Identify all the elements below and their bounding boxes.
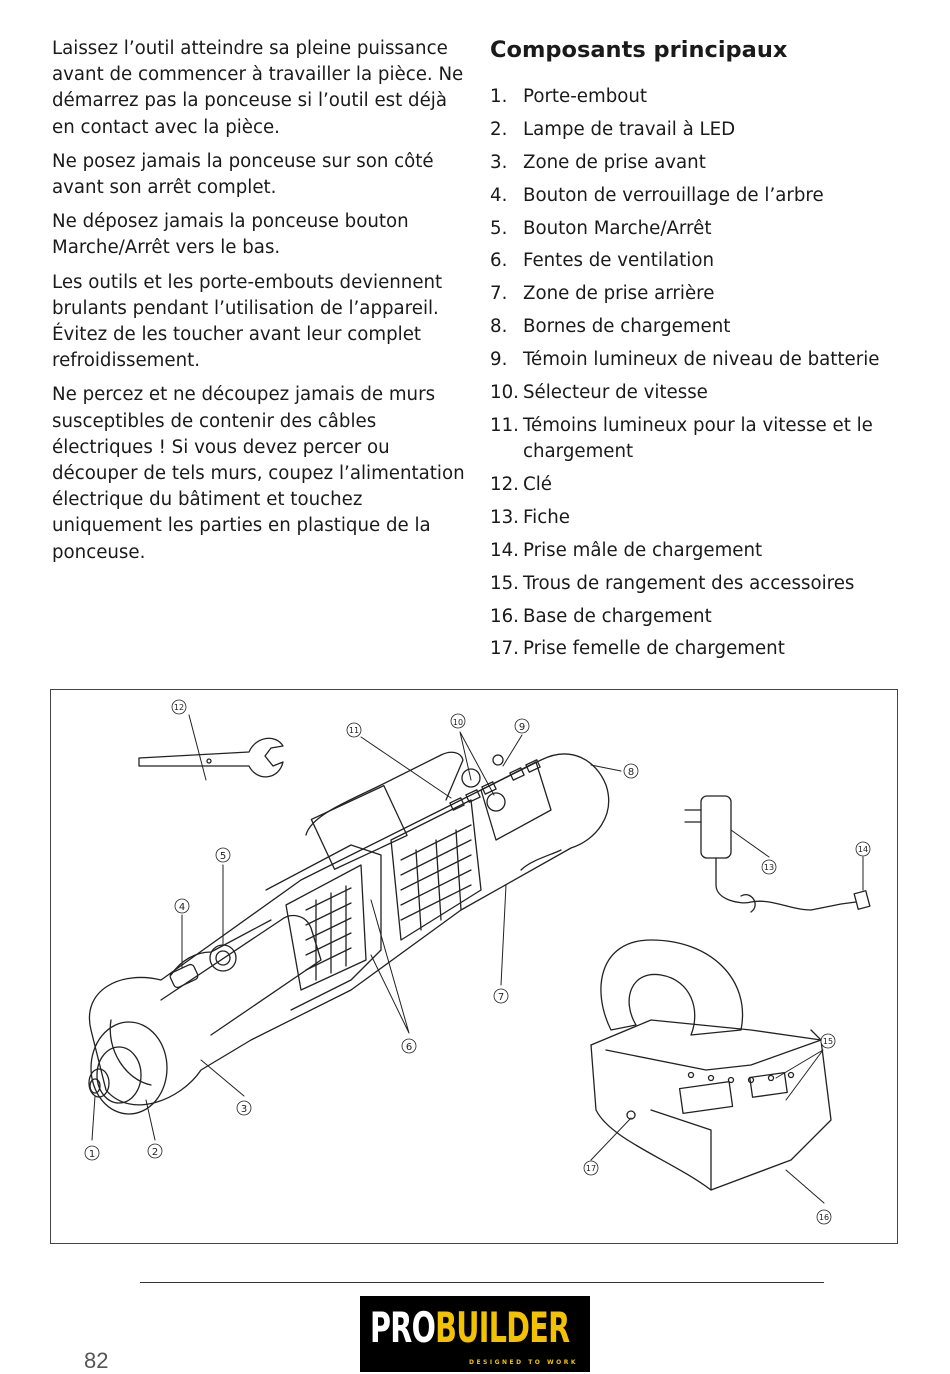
list-item (490, 183, 910, 209)
item-number: 9. (490, 349, 508, 371)
list-item (490, 380, 910, 406)
item-number: 12. (490, 474, 519, 495)
page-number: 82 (84, 1348, 109, 1373)
list-item (490, 636, 910, 662)
item-label: Bouton de verrouillage de l’arbre (523, 184, 824, 206)
item-label: Fentes de ventilation (523, 250, 714, 272)
item-number: 3. (490, 151, 508, 173)
callout-5 (216, 848, 230, 862)
svg-text:4: 4 (178, 902, 186, 913)
item-number: 5. (490, 217, 508, 239)
components-heading: Composants principaux (490, 37, 788, 63)
item-number: 10. (490, 382, 519, 404)
list-item (490, 538, 910, 564)
item-label: Bornes de chargement (523, 316, 731, 338)
svg-text:12: 12 (173, 703, 185, 712)
callout-leaders (92, 715, 863, 1203)
callout-6 (402, 1039, 416, 1053)
list-item (490, 505, 910, 531)
svg-text:6: 6 (405, 1042, 413, 1053)
item-number: 8. (490, 316, 508, 338)
charger-plug-illustration (685, 796, 870, 912)
safety-text-column (52, 36, 472, 574)
rotary-tool-illustration (89, 752, 609, 1114)
callout-4 (175, 899, 189, 913)
svg-text:3: 3 (240, 1104, 248, 1115)
probuilder-logo (360, 1296, 590, 1372)
list-item (490, 413, 910, 465)
list-item (490, 347, 910, 373)
svg-text:7: 7 (497, 992, 505, 1003)
callout-8 (624, 764, 638, 778)
safety-paragraph: Ne percez et ne découpez jamais de murs susceptibles de contenir des câbles électriques ! Si vous devez percer ou découper de tels murs, coupez l’alimentation électrique du bâtiment et touchez uniquement les parties en plastique de la ponceuse. (52, 384, 465, 563)
logo-wordmark (370, 1302, 569, 1354)
item-number: 7. (490, 283, 508, 305)
item-label: Clé (523, 474, 552, 495)
item-label: Base de chargement (523, 605, 712, 627)
item-number: 11. (490, 414, 519, 436)
callout-7 (494, 989, 508, 1003)
list-item (490, 571, 910, 597)
svg-text:13: 13 (763, 863, 775, 872)
svg-text:8: 8 (627, 767, 635, 778)
safety-paragraph: Ne posez jamais la ponceuse sur son côté avant son arrêt complet. (52, 150, 434, 199)
item-label: Sélecteur de vitesse (523, 382, 708, 404)
item-label: Lampe de travail à LED (523, 118, 736, 140)
callout-1 (85, 1146, 99, 1160)
svg-text:10: 10 (452, 718, 464, 727)
svg-text:15: 15 (822, 1037, 834, 1046)
list-item (490, 216, 910, 242)
callout-2 (148, 1144, 162, 1158)
list-item (490, 248, 910, 274)
item-label: Témoins lumineux pour la vitesse et le chargement (523, 414, 873, 463)
svg-text:14: 14 (857, 845, 869, 854)
item-number: 4. (490, 184, 508, 206)
charging-base-illustration (591, 940, 834, 1190)
callout-16 (817, 1210, 831, 1224)
callout-12 (172, 700, 186, 714)
callout-15 (821, 1034, 835, 1048)
safety-paragraph: Les outils et les porte-embouts deviennent brulants pendant l’utilisation de l’appareil. Évitez de les toucher avant leur complet refroidissement. (52, 271, 443, 372)
item-label: Trous de rangement des accessoires (523, 572, 855, 594)
item-number: 2. (490, 118, 508, 140)
item-label: Fiche (523, 506, 570, 528)
item-number: 14. (490, 539, 519, 561)
item-number: 13. (490, 506, 519, 528)
callout-9 (515, 719, 529, 733)
list-item (490, 281, 910, 307)
footer-divider (140, 1282, 824, 1283)
svg-text:1: 1 (88, 1149, 96, 1160)
item-number: 17. (490, 638, 519, 660)
item-label: Zone de prise arrière (523, 283, 715, 305)
item-label: Prise mâle de chargement (523, 539, 763, 561)
safety-paragraph: Ne déposez jamais la ponceuse bouton Marche/Arrêt vers le bas. (52, 211, 409, 259)
list-item (490, 117, 910, 143)
safety-paragraph: Laissez l’outil atteindre sa pleine puissance avant de commencer à travailler la pièce. Ne démarrez pas la ponceuse si l’outil est déjà en contact avec la pièce. (52, 38, 464, 138)
logo-tagline: DESIGNED TO WORK (468, 1359, 578, 1366)
tool-illustration (51, 690, 897, 1243)
tool-diagram (50, 689, 898, 1244)
list-item (490, 604, 910, 630)
item-number: 16. (490, 605, 519, 627)
item-label: Prise femelle de chargement (523, 638, 785, 660)
svg-text:16: 16 (818, 1213, 830, 1222)
svg-text:11: 11 (348, 726, 360, 735)
wrench-illustration (139, 738, 283, 777)
svg-text:5: 5 (219, 851, 227, 862)
callout-10 (451, 714, 465, 728)
components-column (490, 36, 910, 669)
logo-pro: PRO (370, 1303, 436, 1352)
item-label: Porte-embout (523, 86, 648, 107)
callout-14 (856, 842, 870, 856)
callout-11 (347, 723, 361, 737)
item-number: 15. (490, 572, 519, 594)
item-number: 1. (490, 86, 508, 107)
components-list (490, 84, 910, 663)
list-item (490, 314, 910, 340)
callout-17 (584, 1161, 598, 1175)
svg-text:17: 17 (585, 1164, 597, 1173)
logo-builder: BUILDER (435, 1303, 570, 1352)
item-number: 6. (490, 250, 508, 272)
item-label: Bouton Marche/Arrêt (523, 217, 712, 239)
callout-13 (762, 860, 776, 874)
item-label: Zone de prise avant (523, 151, 706, 173)
svg-text:2: 2 (151, 1147, 159, 1158)
list-item (490, 472, 910, 498)
list-item (490, 150, 910, 176)
callout-3 (237, 1101, 251, 1115)
item-label: Témoin lumineux de niveau de batterie (523, 349, 880, 371)
list-item (490, 84, 910, 110)
svg-text:9: 9 (518, 722, 526, 733)
